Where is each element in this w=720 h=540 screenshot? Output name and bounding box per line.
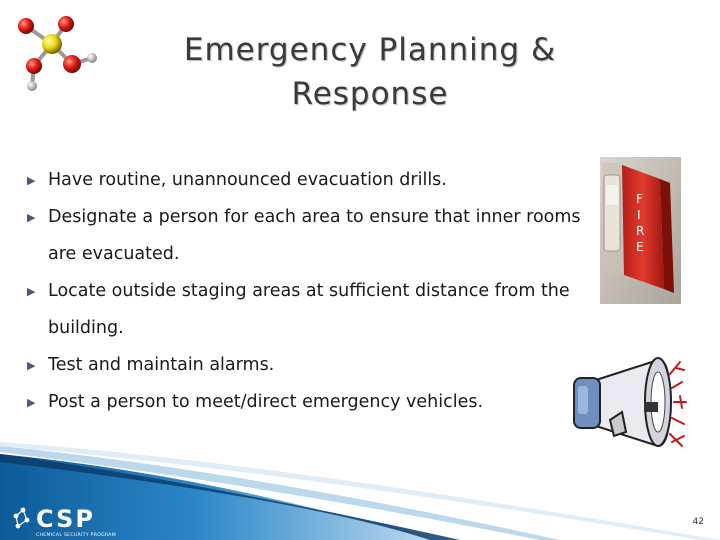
- triangle-bullet-icon: ▶: [27, 396, 36, 409]
- csp-logo: [8, 500, 126, 538]
- slide-title-line-1: Emergency Planning &: [183, 32, 557, 68]
- bullet-text: Post a person to meet/direct emergency vehicles.: [48, 392, 484, 412]
- triangle-bullet-icon: ▶: [27, 174, 36, 187]
- slide-title-line-2: Response: [291, 76, 449, 112]
- bullet-item: [24, 347, 594, 384]
- bullet-text: Locate outside staging areas at sufficient distance from the building.: [48, 281, 570, 338]
- fire-label-letter: R: [636, 224, 645, 238]
- csp-logo-subtext: CHEMICAL SECURITY PROGRAM: [36, 533, 117, 538]
- bullet-list: [24, 162, 594, 421]
- triangle-bullet-icon: ▶: [27, 285, 36, 298]
- bullet-text: Designate a person for each area to ensure that inner rooms are evacuated.: [48, 207, 581, 264]
- csp-logo-text: CSP: [36, 505, 95, 533]
- triangle-bullet-icon: ▶: [27, 211, 36, 224]
- fire-label-letter: I: [637, 208, 641, 222]
- bullet-item: [24, 199, 594, 273]
- triangle-bullet-icon: ▶: [27, 359, 36, 372]
- bullet-text: Test and maintain alarms.: [48, 355, 275, 375]
- bullet-item: [24, 384, 594, 421]
- fire-alarm-icon: [600, 157, 681, 304]
- page-number: 42: [692, 517, 704, 527]
- fire-label-letter: F: [636, 192, 643, 206]
- molecule-icon: [14, 14, 106, 94]
- fire-label-letter: E: [636, 240, 644, 254]
- slide-title: [150, 28, 590, 116]
- bullet-item: [24, 162, 594, 199]
- bullet-item: [24, 273, 594, 347]
- bullet-text: Have routine, unannounced evacuation drills.: [48, 170, 447, 190]
